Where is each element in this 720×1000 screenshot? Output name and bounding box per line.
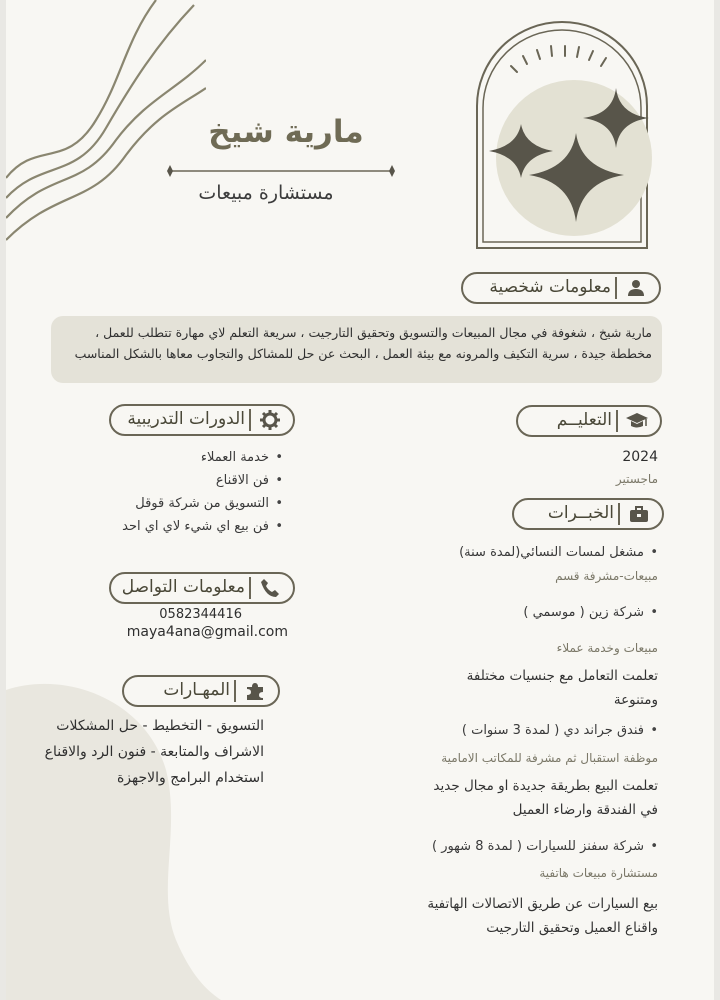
courses-list	[86, 446, 283, 538]
contact-heading	[109, 572, 295, 604]
skills-text	[34, 713, 264, 791]
phone-icon	[249, 577, 289, 599]
description-line: بيع السيارات عن طريق الاتصالات الهاتفية	[427, 896, 658, 912]
divider-line	[164, 164, 398, 178]
description-line: في الفندقة وارضاء العميل	[512, 802, 658, 818]
list-item: • خدمة العملاء	[86, 446, 283, 469]
job-title: مستشارة مبيعات	[198, 182, 334, 204]
skills-heading	[122, 675, 280, 707]
sparkles-arch-illustration	[471, 18, 653, 254]
skills-line: استخدام البرامج والاجهزة	[116, 770, 264, 786]
person-name: مارية شيخ	[208, 114, 364, 150]
experience-description	[398, 664, 658, 712]
experience-item	[523, 601, 658, 624]
experience-title: • فندق جراند دي ( لمدة 3 سنوات )	[462, 719, 658, 742]
experience-title: • مشغل لمسات النسائي(لمدة سنة)	[459, 541, 658, 564]
experience-description	[378, 774, 658, 822]
list-item: • التسويق من شركة قوقل	[86, 492, 283, 515]
skills-label: المهـارات	[163, 680, 230, 700]
experience-heading	[512, 498, 664, 530]
courses-heading	[109, 404, 295, 436]
list-item: • فن الاقناع	[86, 469, 283, 492]
experience-subtitle: مبيعات-مشرفة قسم	[555, 569, 658, 583]
description-line: ومتنوعة	[613, 692, 658, 708]
email-address[interactable]: maya4ana@gmail.com	[126, 624, 288, 640]
gear-icon	[249, 409, 289, 431]
contact-label: معلومات التواصل	[121, 577, 245, 597]
experience-item	[432, 835, 658, 858]
experience-item	[459, 541, 658, 564]
education-label: التعليــم	[556, 410, 612, 430]
education-year: 2024	[622, 449, 658, 465]
courses-label: الدورات التدريبية	[127, 409, 245, 429]
personal-info-label: معلومات شخصية	[489, 277, 611, 297]
background-blob	[6, 660, 306, 1000]
personal-info-heading	[461, 272, 661, 304]
experience-title: • شركة زين ( موسمي )	[523, 601, 658, 624]
user-icon	[615, 277, 655, 299]
description-line: تعلمت التعامل مع جنسيات مختلفة	[466, 668, 658, 684]
experience-subtitle: موظفة استقبال ثم مشرفة للمكاتب الامامية	[441, 751, 658, 765]
description-line: واقناع العميل وتحقيق التارجيت	[486, 920, 658, 936]
briefcase-icon	[618, 503, 658, 525]
experience-item	[462, 719, 658, 742]
experience-title: • شركة سفنز للسيارات ( لمدة 8 شهور )	[432, 835, 658, 858]
skills-line: التسويق - التخطيط - حل المشكلات	[56, 718, 264, 734]
phone-number: 0582344416	[159, 607, 242, 622]
decorative-waves	[6, 0, 206, 260]
graduation-cap-icon	[616, 410, 656, 432]
resume-page	[6, 0, 714, 1000]
experience-subtitle: مستشارة مبيعات هاتفية	[539, 866, 658, 880]
summary-text: مارية شيخ ، شغوفة في مجال المبيعات والتسويق وتحقيق التارجيت ، سريعة التعلم لاي مهارة تتطلب للعمل ، مخططة جيدة ، سرية التكيف والمرونه مع بيئة العمل ، البحث عن حل للمشاكل والتجاوب معاها بالشكل المناسب	[74, 325, 652, 361]
education-degree: ماجستير	[615, 472, 658, 486]
list-item: • فن بيع اي شيء لاي اي احد	[86, 515, 283, 538]
puzzle-icon	[234, 680, 274, 702]
experience-label: الخبــرات	[547, 503, 614, 523]
experience-description	[378, 892, 658, 940]
skills-line: الاشراف والمتابعة - فنون الرد والاقناع	[44, 744, 264, 760]
education-heading	[516, 405, 662, 437]
experience-subtitle: مبيعات وخدمة عملاء	[556, 641, 658, 655]
description-line: تعلمت البيع بطريقة جديدة او مجال جديد	[433, 778, 658, 794]
